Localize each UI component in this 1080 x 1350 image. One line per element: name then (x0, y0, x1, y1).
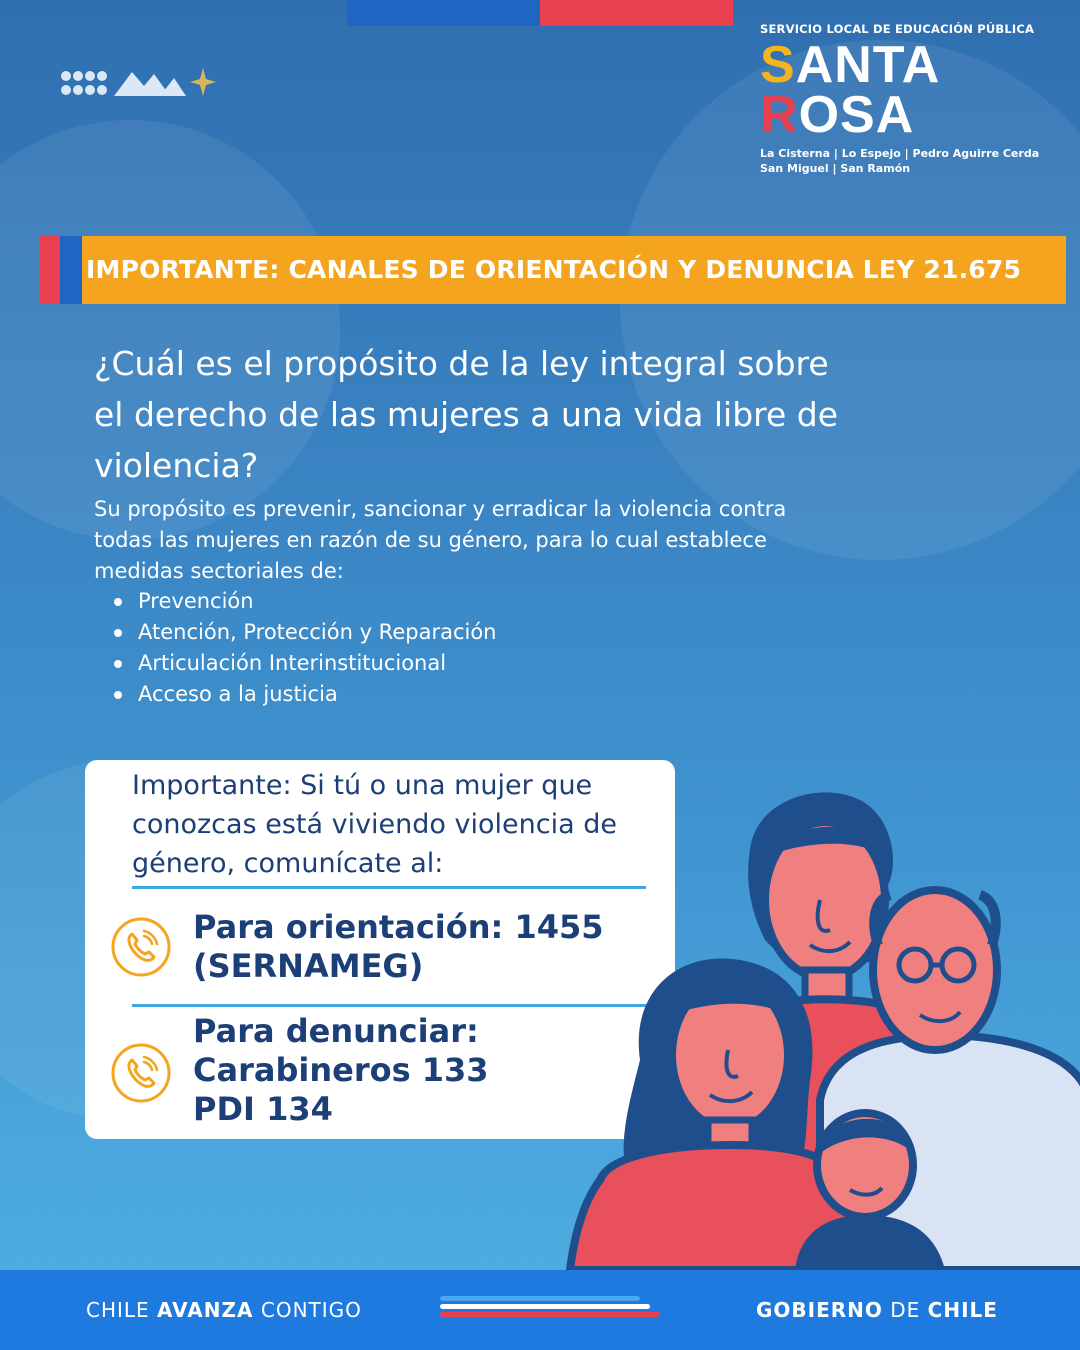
question-heading: ¿Cuál es el propósito de la ley integral sobre el derecho de las mujeres a una vida libre de violencia? (94, 344, 839, 485)
list-item: Prevención (108, 586, 497, 617)
footer-slogan: CHILE AVANZA CONTIGO (86, 1298, 362, 1322)
list-item: Acceso a la justicia (108, 679, 497, 710)
banner-red-stripe (40, 236, 60, 304)
list-item: Atención, Protección y Reparación (108, 617, 497, 648)
banner (40, 236, 1066, 304)
decorative-mountains-icon (60, 64, 220, 104)
logo-word-santa: SANTA (760, 36, 941, 94)
footer (0, 1270, 1080, 1350)
santa-rosa-logo (760, 22, 1060, 176)
list-item: Articulación Interinstitucional (108, 648, 497, 679)
banner-title: IMPORTANTE: CANALES DE ORIENTACIÓN Y DENUNCIA LEY 21.675 (82, 236, 1066, 304)
answer-paragraph: Su propósito es prevenir, sancionar y erradicar la violencia contra todas las mujeres en razón de su género, para lo cual establece medidas sectoriales de: (94, 497, 787, 583)
phone-icon (110, 1042, 172, 1104)
banner-blue-stripe (60, 236, 82, 304)
flag-stripes-icon (440, 1292, 660, 1322)
card-intro: Importante: Si tú o una mujer que conozcas está viviendo violencia de género, comunícate al: (132, 770, 617, 879)
phone-icon (110, 916, 172, 978)
logo-communes: La Cisterna | Lo Espejo | Pedro Aguirre Cerda San Miguel | San Ramón (760, 147, 1040, 175)
report-line: Para denunciar: Carabineros 133 PDI 134 (193, 1012, 489, 1128)
top-flag-bar (347, 0, 733, 26)
logo-word-rosa: ROSA (760, 86, 915, 144)
orientation-line: Para orientación: 1455 (SERNAMEG) (193, 908, 604, 985)
family-illustration (560, 760, 1080, 1270)
footer-government: GOBIERNO DE CHILE (756, 1298, 998, 1322)
logo-service-text: SERVICIO LOCAL DE EDUCACIÓN PÚBLICA (760, 22, 1035, 36)
measures-list (108, 586, 497, 710)
